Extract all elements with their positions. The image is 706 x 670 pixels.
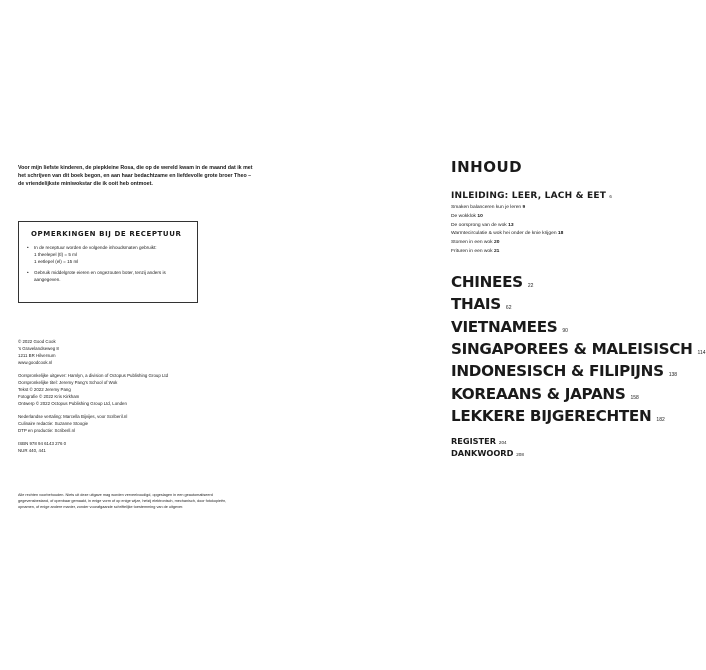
toc-chapter-page: 114 <box>697 350 706 356</box>
toc-chapter-label: VIETNAMEES <box>451 317 558 336</box>
colophon-line: Oorspronkelijke titel: Jeremy Pang's School of Wok <box>18 380 118 385</box>
toc-chapter-label: LEKKERE BIJGERECHTEN <box>451 407 652 426</box>
colophon-line: ISBN 978 94 6143 276 0 <box>18 441 67 446</box>
toc-item-label: Warmtecirculatie & wok hei onder de knie krijgen <box>451 231 557 237</box>
toc-chapter-page: 22 <box>527 282 534 289</box>
toc-intro-label: INLEIDING: LEER, LACH & EET <box>451 191 607 201</box>
toc-intro-page: 6 <box>609 194 613 199</box>
colophon-line: Tekst © 2022 Jeremy Pang <box>18 387 71 392</box>
toc-back-page: 204 <box>498 439 507 445</box>
toc-back-label: DANKWOORD <box>451 448 514 459</box>
toc-item-page: 9 <box>522 205 526 210</box>
colophon-line: © 2022 Good Cook <box>18 339 56 344</box>
colophon-isbn <box>18 440 258 454</box>
colophon-line: NUR 440, 441 <box>18 448 46 453</box>
toc-item-label: Frituren in een wok <box>451 248 493 254</box>
toc-chapter <box>451 340 706 362</box>
toc-item-label: Smaken balanceren kun je leren <box>451 205 522 210</box>
toc-backmatter <box>451 436 661 461</box>
toc-chapter <box>451 407 665 429</box>
toc-chapter-label: SINGAPOREES & MALEISISCH <box>451 340 693 358</box>
toc-back-label: REGISTER <box>451 435 497 446</box>
toc-intro-items <box>451 204 661 257</box>
toc-item-label: De wokklok <box>451 213 477 219</box>
recipe-notes-box <box>18 221 198 303</box>
colophon-publisher <box>18 338 258 366</box>
toc-back-item <box>451 436 661 449</box>
toc-chapter <box>451 318 661 340</box>
colophon-line: DTP en productie: Scriberil.nl <box>18 428 76 433</box>
colophon-original <box>18 372 258 407</box>
toc-intro-item <box>451 230 661 239</box>
toc-chapter-label: KOREAANS & JAPANS <box>451 384 626 403</box>
toc-intro-item <box>451 222 661 231</box>
toc-chapter <box>451 273 661 295</box>
toc-chapter-label: INDONESISCH & FILIPIJNS <box>451 362 664 381</box>
recipe-notes-list <box>27 244 189 283</box>
colophon <box>18 338 258 460</box>
toc-intro-item <box>451 204 661 213</box>
recipe-note-measurements <box>27 244 189 265</box>
toc-item-page: 21 <box>493 248 500 254</box>
colophon-line: 1211 BR Hilversum <box>18 353 56 358</box>
toc-item-page: 10 <box>477 213 483 219</box>
note-line: • In de receptuur worden de volgende inhoudsmaten gebruikt: <box>34 245 157 250</box>
toc-chapter-page: 90 <box>562 327 568 334</box>
toc-back-page: 208 <box>516 452 524 458</box>
toc-chapter-page: 158 <box>630 394 639 401</box>
rights-notice: Alle rechten voorbehouden. Niets uit deze uitgave mag worden verveelvoudigd, opgeslagen in een geautomatiseerd gegevensbestand, of openbaar gemaakt, in enige vorm of op enige wijze, hetzij elektronisch, mechanisch, door fotokopieën, opnamen, of enige andere manier, zonder voorafgaande schriftelijke toestemming van de uitgever. <box>18 493 227 509</box>
toc-item-label: Stomen in een wok <box>451 240 493 246</box>
colophon-line: Oorspronkelijke uitgever: Hamlyn, a division of Octopus Publishing Group Ltd <box>18 373 169 378</box>
toc-item-page: 13 <box>508 222 514 228</box>
toc-chapter <box>451 362 678 384</box>
toc-item-label: De oorsprong van de wok <box>451 222 507 228</box>
colophon-line: Nederlandse vertaling: Marcella Bijvijes, voor Scriberil.nl <box>18 414 128 419</box>
toc-item-page: 20 <box>493 240 500 246</box>
toc-chapter-page: 138 <box>668 372 678 379</box>
colophon-dutch-edition <box>18 413 258 434</box>
toc-chapter <box>451 385 661 407</box>
toc-item-page: 18 <box>557 231 564 237</box>
toc-intro-item <box>451 248 661 257</box>
recipe-notes-title: OPMERKINGEN BIJ DE RECEPTUUR <box>31 230 182 238</box>
note-line: 1 theelepel (tl) = 5 ml <box>34 252 78 257</box>
colophon-line: Fotografie © 2022 Kris Kirkham <box>18 394 80 399</box>
note-line: 1 eetlepel (el) = 15 ml <box>34 259 79 264</box>
colophon-line: 's Gravelandseweg 8 <box>18 346 59 351</box>
toc-chapter-label: CHINEES <box>451 272 523 291</box>
toc-heading: INHOUD <box>451 158 523 176</box>
toc-chapter-page: 62 <box>505 305 512 312</box>
toc-intro-item <box>451 239 661 248</box>
toc-back-item <box>451 448 661 461</box>
toc-intro-title <box>451 191 661 201</box>
toc-chapters <box>451 272 706 430</box>
colophon-line: www.goodcook.nl <box>18 360 53 365</box>
toc-chapter <box>451 295 661 317</box>
toc-chapter-page: 182 <box>656 417 665 424</box>
colophon-line: Ontwerp © 2022 Octopus Publishing Group Ltd, Londen <box>18 401 127 406</box>
dedication-text: Voor mijn liefste kinderen, de piepkleine Rosa, die op de wereld kwam in de maand dat ik met het schrijven van dit boek begon, en aan haar bedachtzame en liefdevolle grote broer Theo – de vriendelijkste miniwokstar die ik ooit heb ontmoet. <box>18 165 253 187</box>
table-of-contents <box>451 158 706 461</box>
toc-intro-item <box>451 213 661 222</box>
recipe-note-ingredients: • Gebruik middelgrote eieren en ongezouten boter, tenzij anders is aangegeven. <box>27 269 189 283</box>
colophon-line: Culinaire redactie: Suzanne Stoogie <box>18 421 89 426</box>
toc-chapter-label: THAIS <box>451 295 501 314</box>
